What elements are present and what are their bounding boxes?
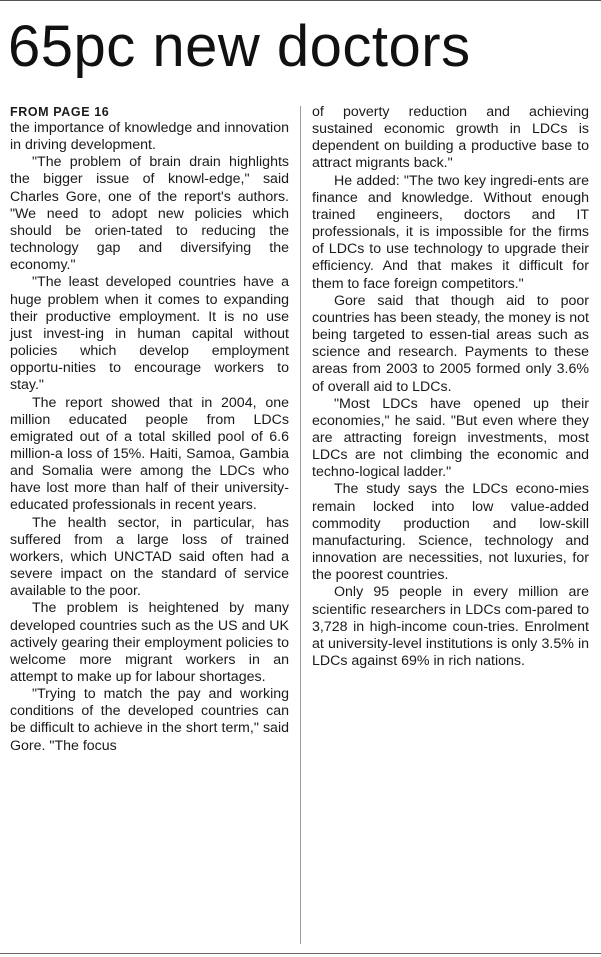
paragraph: the importance of knowledge and innovation in driving development. [10,120,289,154]
paragraph: "The problem of brain drain highlights the bigger issue of knowl-edge," said Charles Gore, one of the report's authors. "We need to adopt new policies which should be orien-tated to reducing the technology gap and diversifying the economy." [10,154,289,274]
paragraph: The report showed that in 2004, one million educated people from LDCs emigrated out of a total skilled pool of 6.6 million-a loss of 15%. Haiti, Samoa, Gambia and Somalia were among the LDCs who have lost more than half of their university-educated professionals in recent years. [10,394,289,514]
paragraph: Gore said that though aid to poor countries has been steady, the money is not being targeted to essen-tial areas such as science and research. Payments to these areas from 2003 to 2005 formed only 3.6% of overall aid to LDCs. [312,292,589,395]
left-column [10,104,289,755]
continuation-kicker: FROM PAGE 16 [10,105,110,119]
paragraph: "Most LDCs have opened up their economies," he said. "But even where they are attracting foreign investments, most LDCs are not climbing the economic and techno-logical ladder." [312,395,589,481]
paragraph: He added: "The two key ingredi-ents are finance and knowledge. Without enough trained engineers, doctors and IT professionals, it is impossible for the firms of LDCs to use technology to upgrade their efficiency. And that makes it difficult for them to face foreign competitors." [312,172,589,292]
clipping-top-edge [0,0,601,6]
paragraph: "The least developed countries have a huge problem when it comes to expanding their productive employment. It is no use just invest-ing in human capital without policies which develop employment opportu-nities to encourage workers to stay." [10,274,289,394]
paragraph: of poverty reduction and achieving sustained economic growth in LDCs is dependent on building a productive base to attract migrants back." [312,104,589,172]
paragraph: The problem is heightened by many developed countries such as the US and UK actively gearing their employment policies to welcome more migrant workers in an attempt to make up for labour shortages. [10,600,289,685]
right-column [312,104,589,670]
bottom-rule [0,953,601,954]
paragraph: The study says the LDCs econo-mies remain locked into low value-added commodity production and low-skill manufacturing. Science, technology and innovation are necessities, not luxuries, for the poorest countries. [312,481,589,584]
paragraph: The health sector, in particular, has suffered from a large loss of trained workers, which UNCTAD said often had a severe impact on the standard of service available to the poor. [10,514,289,600]
column-divider [300,106,301,944]
paragraph: "Trying to match the pay and working conditions of the developed countries can be difficult to achieve in the short term," said Gore. "The focus [10,686,289,754]
headline: 65pc new doctors [8,14,471,79]
paragraph: Only 95 people in every million are scientific researchers in LDCs com-pared to 3,728 in high-income coun-tries. Enrolment at university-level institutions is only 3.5% in LDCs against 69% in rich nations. [312,584,589,669]
